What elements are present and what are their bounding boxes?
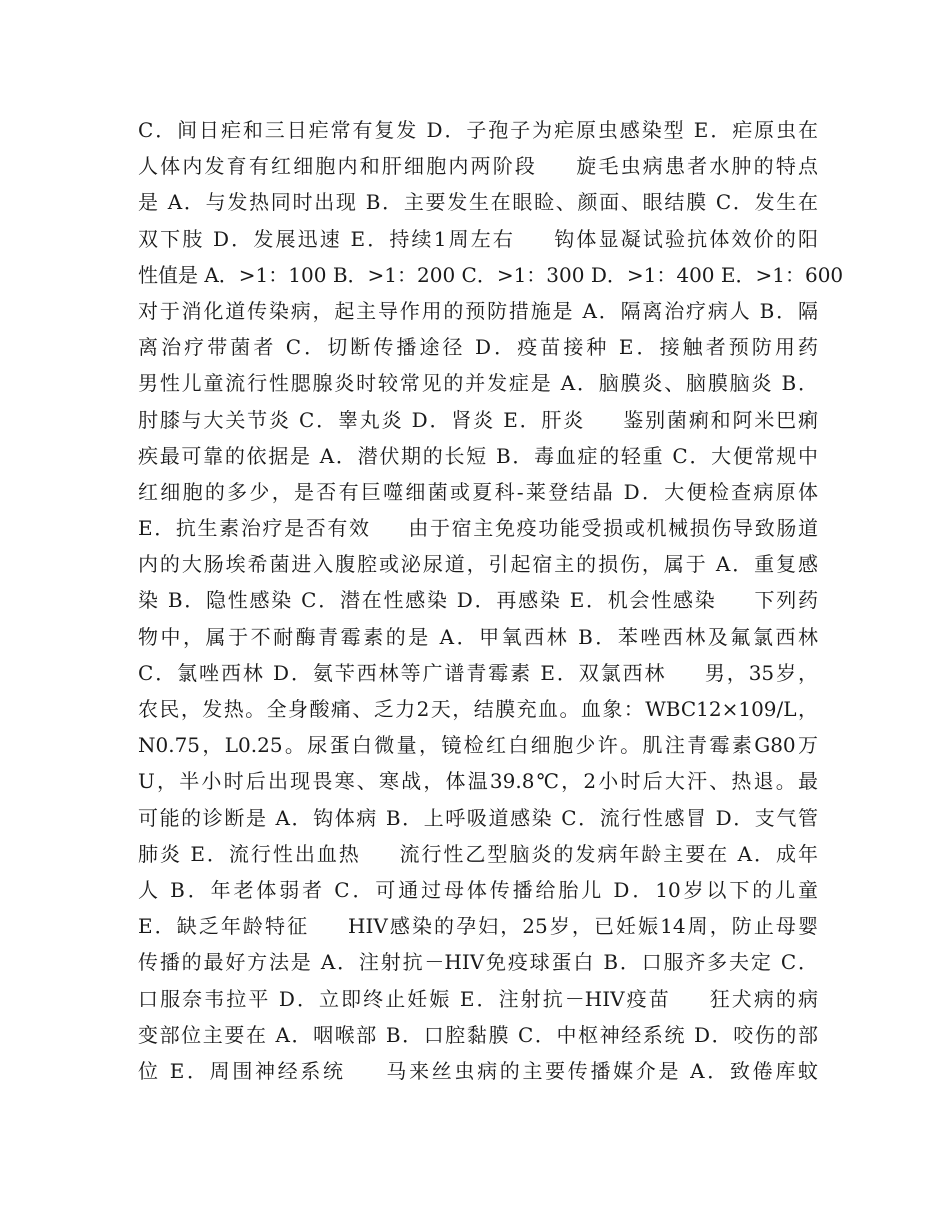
text-line: 对于消化道传染病，起主导作用的预防措施是 A．隔离治疗病人 B．隔: [138, 298, 818, 323]
text-line: 农民，发热。全身酸痛、乏力2天，结膜充血。血象：WBC12×109/L，: [138, 697, 818, 721]
text-line: C．间日疟和三日疟常有复发 D．子孢子为疟原虫感染型 E．疟原虫在: [138, 118, 818, 142]
text-line: 传播的最好方法是 A．注射抗－HIV免疫球蛋白 B．口服齐多夫定 C．: [138, 950, 818, 975]
text-line: 人 B．年老体弱者 C．可通过母体传播给胎儿 D．10岁以下的儿童: [138, 877, 818, 902]
text-line: U，半小时后出现畏寒、寒战，体温39.8℃，2小时后大汗、热退。最: [138, 769, 818, 794]
text-line: E．缺乏年龄特征 HIV感染的孕妇，25岁，已妊娠14周，防止母婴: [138, 914, 818, 939]
text-line: C．氯唑西林 D．氨苄西林等广谱青霉素 E．双氯西林 男，35岁，: [138, 660, 818, 685]
text-line: 肘膝与大关节炎 C．睾丸炎 D．肾炎 E．肝炎 鉴别菌痢和阿米巴痢: [138, 407, 818, 432]
text-line: E．抗生素治疗是否有效 由于宿主免疫功能受损或机械损伤导致肠道: [138, 516, 818, 541]
text-line: 红细胞的多少，是否有巨噬细菌或夏科-莱登结晶 D．大便检查病原体: [138, 479, 818, 504]
text-line: 口服奈韦拉平 D．立即终止妊娠 E．注射抗－HIV疫苗 狂犬病的病: [138, 986, 818, 1011]
text-line: 肺炎 E．流行性出血热 流行性乙型脑炎的发病年龄主要在 A．成年: [138, 841, 818, 866]
document-body: [138, 112, 844, 1089]
text-line: 是 A．与发热同时出现 B．主要发生在眼睑、颜面、眼结膜 C．发生在: [138, 190, 818, 215]
text-line: 变部位主要在 A．咽喉部 B．口腔黏膜 C．中枢神经系统 D．咬伤的部: [138, 1022, 818, 1047]
text-line: 男性儿童流行性腮腺炎时较常见的并发症是 A．脑膜炎、脑膜脑炎 B．: [138, 371, 818, 396]
text-line: 染 B．隐性感染 C．潜在性感染 D．再感染 E．机会性感染 下列药: [138, 588, 818, 613]
text-line: 位 E．周围神经系统 马来丝虫病的主要传播媒介是 A．致倦库蚊: [138, 1058, 818, 1083]
text-line: 疾最可靠的依据是 A．潜伏期的长短 B．毒血症的轻重 C．大便常规中: [138, 443, 818, 468]
text-line: 双下肢 D．发展迅速 E．持续1周左右 钩体显凝试验抗体效价的阳: [138, 226, 818, 251]
text-line: 内的大肠埃希菌进入腹腔或泌尿道，引起宿主的损伤，属于 A．重复感: [138, 552, 818, 577]
text-line: N0.75，L0.25。尿蛋白微量，镜检红白细胞少许。肌注青霉素G80万: [138, 733, 818, 758]
text-line: 可能的诊断是 A．钩体病 B．上呼吸道感染 C．流行性感冒 D．支气管: [138, 805, 818, 830]
text-line: 离治疗带菌者 C．切断传播途径 D．疫苗接种 E．接触者预防用药: [138, 335, 818, 360]
text-line: 物中，属于不耐酶青霉素的是 A．甲氧西林 B．苯唑西林及氟氯西林: [138, 624, 818, 649]
text-line: 人体内发育有红细胞内和肝细胞内两阶段 旋毛虫病患者水肿的特点: [138, 154, 818, 179]
text-line: 性值是 A．>1：100 B．>1：200 C．>1：300 D．>1：400 E．>1：600: [138, 262, 844, 287]
